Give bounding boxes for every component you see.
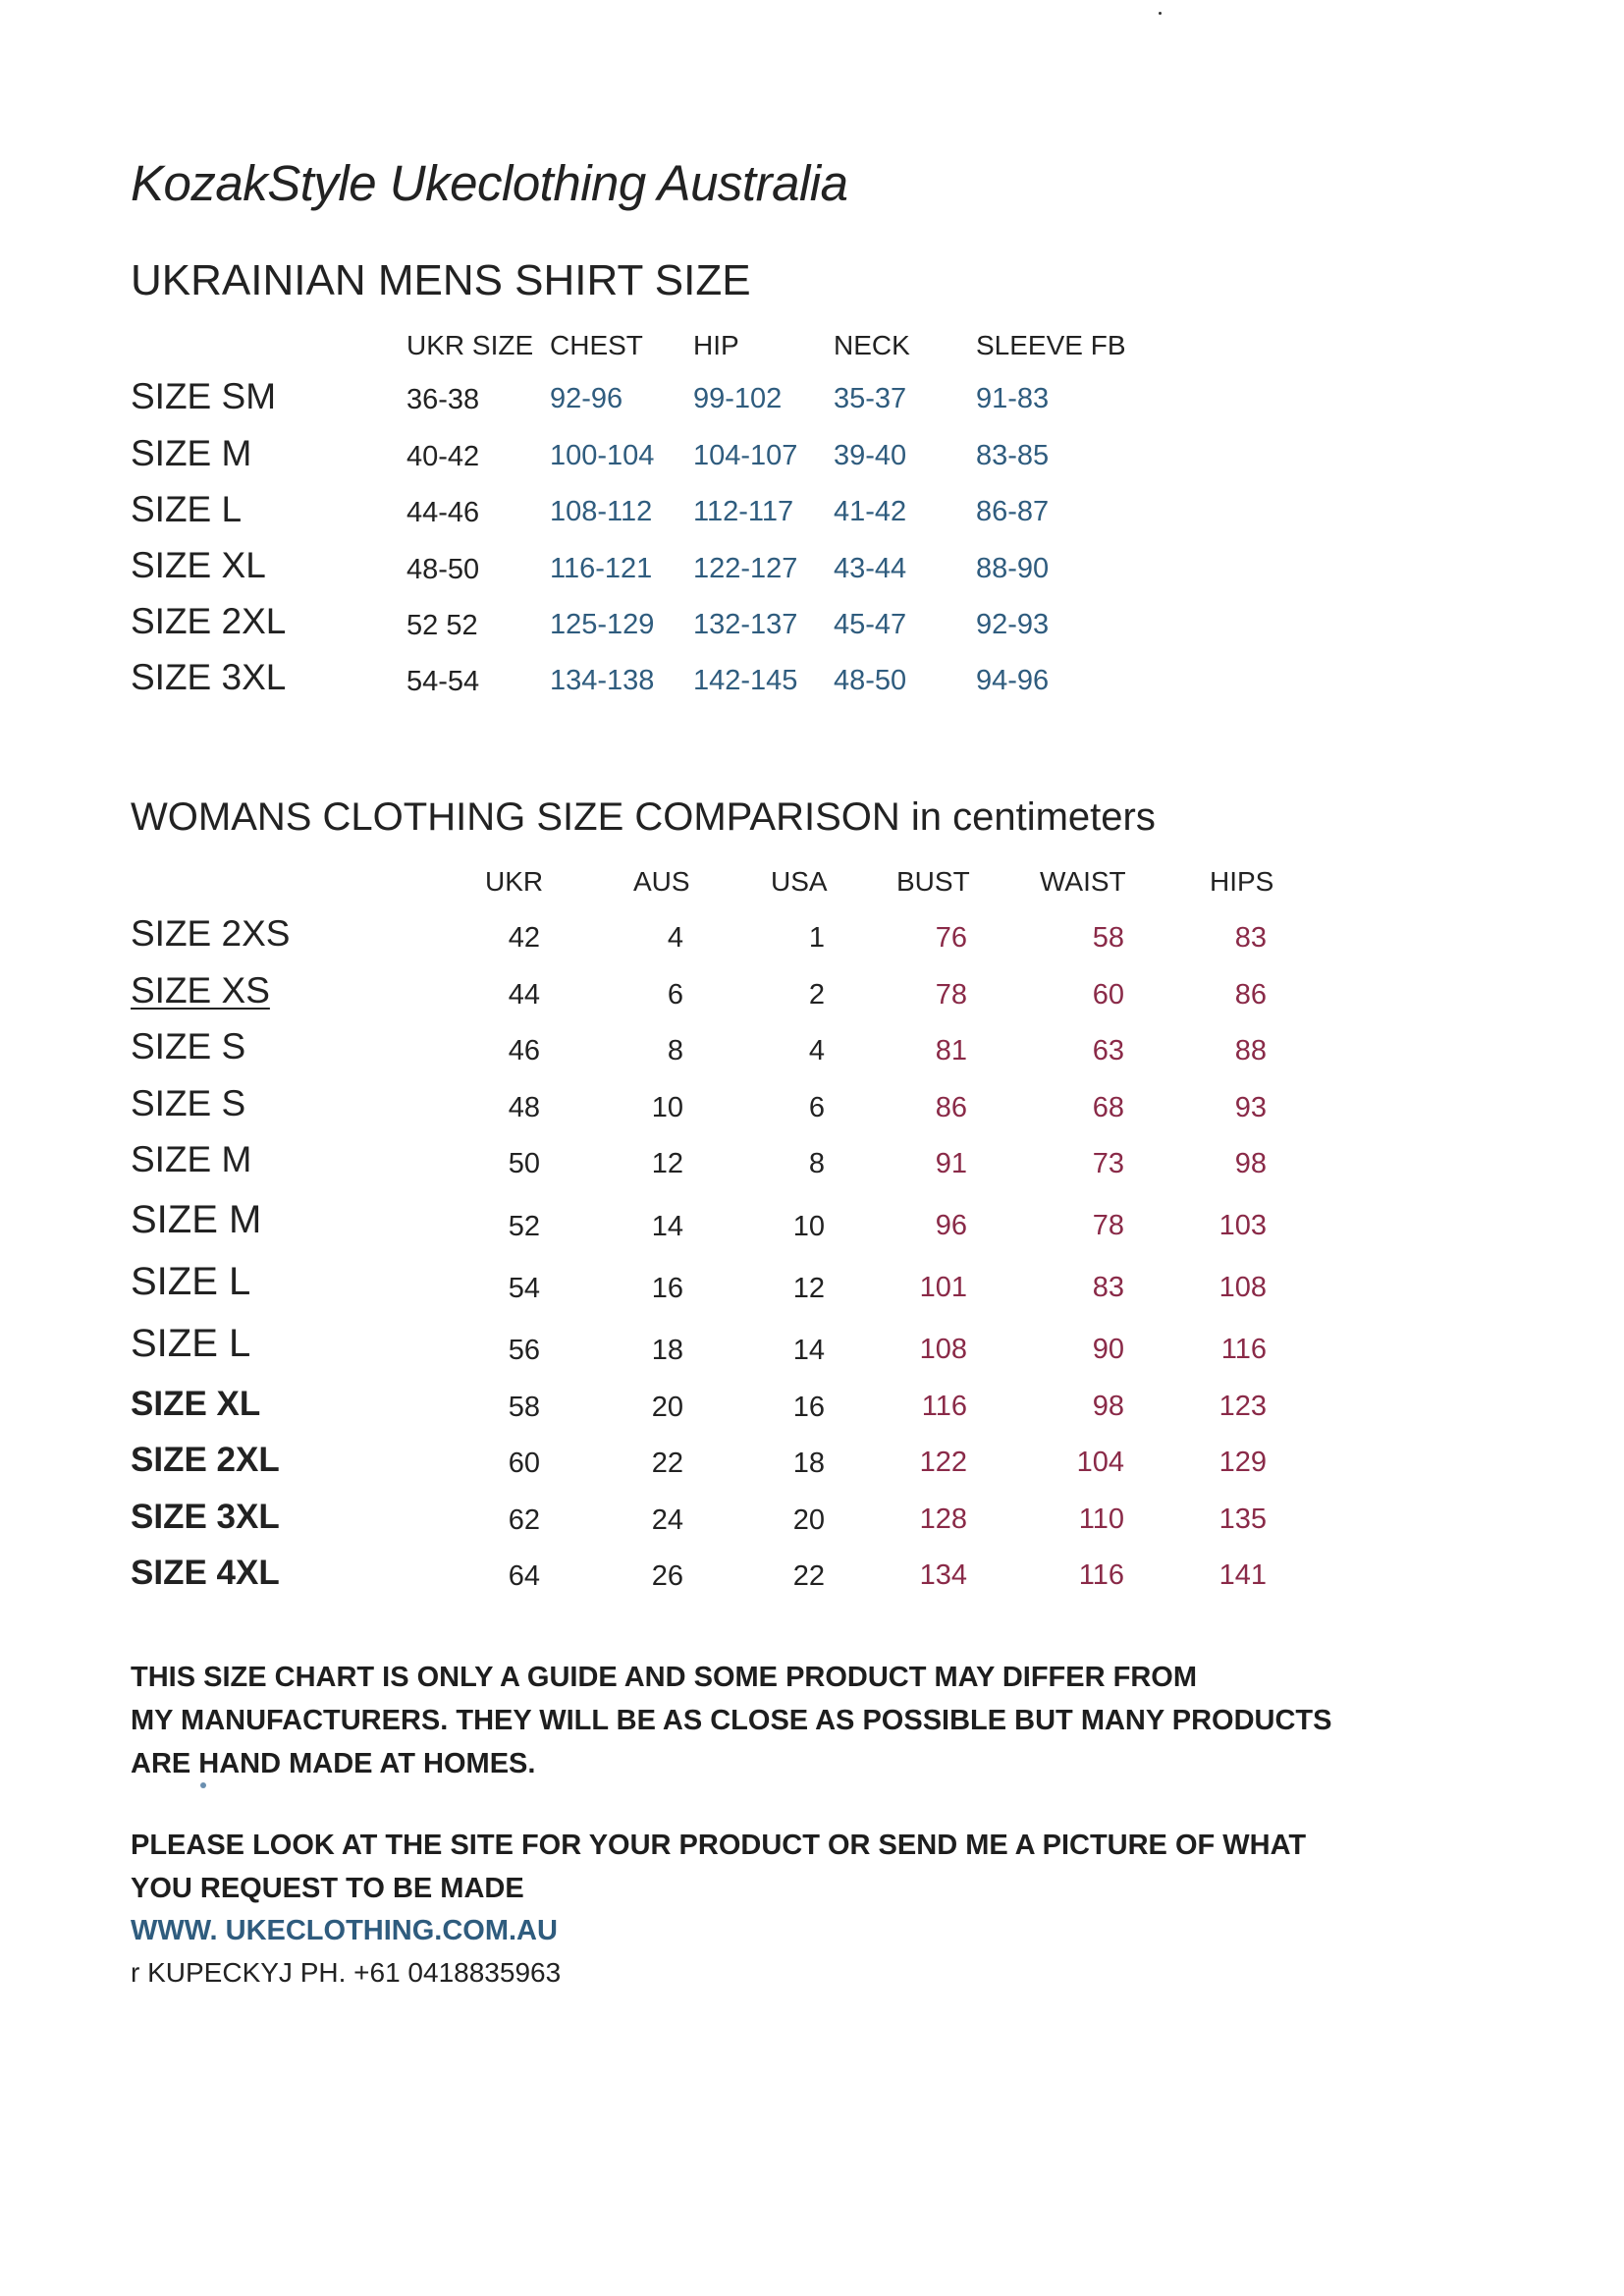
contact-phone: r KUPECKYJ PH. +61 0418835963	[131, 1957, 562, 1988]
waist-value: 110	[1078, 1503, 1124, 1535]
usa-value: 16	[792, 1392, 825, 1423]
disclaimer-line: ARE HAND MADE AT HOMES.	[131, 1748, 536, 1779]
neck-value: 43-44	[834, 553, 907, 584]
aus-value: 4	[667, 922, 683, 954]
bust-value: 91	[935, 1148, 967, 1179]
ukr-value: 56	[508, 1335, 540, 1366]
hips-value: 123	[1218, 1391, 1267, 1422]
size-label: SIZE 3XL	[131, 657, 287, 697]
aus-value: 26	[651, 1560, 683, 1592]
aus-value: 14	[651, 1211, 683, 1242]
neck-value: 35-37	[834, 383, 907, 414]
hips-value: 93	[1234, 1092, 1267, 1123]
aus-value: 20	[651, 1392, 683, 1423]
usa-value: 1	[808, 922, 825, 954]
bust-value: 108	[919, 1334, 967, 1365]
waist-value: 116	[1078, 1559, 1124, 1591]
hip-value: 122-127	[693, 553, 798, 584]
hips-value: 88	[1234, 1035, 1267, 1066]
waist-value: 98	[1092, 1391, 1124, 1422]
hips-value: 108	[1218, 1272, 1267, 1303]
size-label: SIZE XL	[131, 545, 266, 585]
sleeve-value: 88-90	[976, 553, 1050, 584]
usa-value: 2	[808, 979, 825, 1011]
bust-value: 81	[935, 1035, 967, 1066]
sleeve-value: 86-87	[976, 496, 1050, 527]
sleeve-value: 91-83	[976, 383, 1050, 414]
ukr-value: 62	[508, 1504, 540, 1536]
scan-speck	[1159, 12, 1162, 15]
womens-header-ukr: UKR	[485, 866, 544, 897]
neck-value: 39-40	[834, 440, 907, 471]
neck-value: 41-42	[834, 496, 907, 527]
waist-value: 58	[1092, 922, 1124, 954]
ukr-value: 58	[508, 1392, 540, 1423]
bust-value: 128	[919, 1503, 967, 1535]
hips-value: 141	[1218, 1559, 1267, 1591]
chest-value: 134-138	[550, 665, 655, 696]
aus-value: 8	[667, 1035, 683, 1066]
usa-value: 4	[808, 1035, 825, 1066]
bust-value: 76	[935, 922, 967, 954]
size-label: SIZE L	[131, 1260, 251, 1303]
ukr-value: 60	[508, 1448, 540, 1479]
hip-value: 142-145	[693, 665, 798, 696]
mens-header-neck: NECK	[834, 330, 910, 360]
disclaimer-line: MY MANUFACTURERS. THEY WILL BE AS CLOSE AS POSSIBLE BUT MANY PRODUCTS	[131, 1705, 1332, 1736]
aus-value: 24	[651, 1504, 683, 1536]
bust-value: 134	[919, 1559, 967, 1591]
womens-table-title: WOMANS CLOTHING SIZE COMPARISON in centimeters	[131, 795, 1156, 839]
size-label: SIZE L	[131, 1322, 251, 1365]
brand-title: KozakStyle Ukeclothing Australia	[131, 155, 848, 211]
neck-value: 45-47	[834, 609, 907, 640]
womens-header-usa: USA	[771, 866, 828, 897]
hips-value: 83	[1234, 922, 1267, 954]
aus-value: 10	[651, 1092, 683, 1123]
hip-value: 112-117	[693, 496, 794, 527]
ukr-value: 48	[508, 1092, 540, 1123]
waist-value: 78	[1092, 1210, 1124, 1241]
size-label: SIZE S	[131, 1083, 246, 1123]
usa-value: 20	[792, 1504, 825, 1536]
hips-value: 129	[1218, 1447, 1267, 1478]
hips-value: 103	[1218, 1210, 1267, 1241]
request-line: PLEASE LOOK AT THE SITE FOR YOUR PRODUCT OR SEND ME A PICTURE OF WHAT	[131, 1830, 1307, 1861]
usa-value: 6	[808, 1092, 825, 1123]
ukr-value: 54	[508, 1273, 540, 1304]
bust-value: 122	[919, 1447, 967, 1478]
chest-value: 108-112	[550, 496, 653, 527]
size-label: SIZE 2XL	[131, 1441, 280, 1479]
bust-value: 101	[919, 1272, 967, 1303]
womens-header-hips: HIPS	[1210, 866, 1274, 897]
neck-value: 48-50	[834, 665, 907, 696]
usa-value: 18	[792, 1448, 825, 1479]
waist-value: 73	[1092, 1148, 1124, 1179]
aus-value: 22	[651, 1448, 683, 1479]
size-label: SIZE L	[131, 489, 243, 529]
usa-value: 10	[792, 1211, 825, 1242]
request-line: YOU REQUEST TO BE MADE	[131, 1873, 524, 1904]
mens-table-title: UKRAINIAN MENS SHIRT SIZE	[131, 256, 751, 304]
hip-value: 132-137	[693, 609, 798, 640]
size-label: SIZE M	[131, 433, 252, 473]
size-label: SIZE 2XS	[131, 913, 291, 954]
chest-value: 100-104	[550, 440, 655, 471]
usa-value: 14	[792, 1335, 825, 1366]
ukr-value: 44	[508, 979, 540, 1011]
womens-header-bust: BUST	[896, 866, 970, 897]
waist-value: 83	[1092, 1272, 1124, 1303]
size-label: SIZE M	[131, 1198, 262, 1241]
website-link[interactable]: WWW. UKECLOTHING.COM.AU	[131, 1915, 558, 1946]
size-label: SIZE XS	[131, 970, 270, 1011]
size-label: SIZE 3XL	[131, 1498, 280, 1536]
size-label: SIZE 4XL	[131, 1554, 280, 1592]
usa-value: 8	[808, 1148, 825, 1179]
mens-header-sleeve: SLEEVE FB	[976, 330, 1126, 360]
aus-value: 6	[667, 979, 683, 1011]
size-label: SIZE 2XL	[131, 601, 287, 641]
waist-value: 60	[1092, 979, 1124, 1011]
usa-value: 22	[792, 1560, 825, 1592]
bust-value: 96	[935, 1210, 967, 1241]
size-label: SIZE SM	[131, 376, 277, 416]
mens-header-ukr-size: UKR SIZE	[406, 330, 534, 360]
sleeve-value: 94-96	[976, 665, 1050, 696]
waist-value: 104	[1076, 1447, 1124, 1478]
bust-value: 116	[921, 1391, 967, 1422]
hips-value: 116	[1220, 1334, 1267, 1365]
ukr-value: 50	[508, 1148, 540, 1179]
hips-value: 86	[1234, 979, 1267, 1011]
ukr-size-value: 36-38	[406, 384, 480, 415]
ukr-size-value: 54-54	[406, 666, 480, 697]
hips-value: 98	[1234, 1148, 1267, 1179]
mens-header-chest: CHEST	[550, 330, 643, 360]
ukr-size-value: 52 52	[406, 610, 478, 641]
womens-header-waist: WAIST	[1040, 866, 1126, 897]
ukr-size-value: 44-46	[406, 497, 480, 528]
sleeve-value: 92-93	[976, 609, 1050, 640]
chest-value: 92-96	[550, 383, 623, 414]
waist-value: 63	[1092, 1035, 1124, 1066]
womens-header-aus: AUS	[633, 866, 690, 897]
hip-value: 104-107	[693, 440, 798, 471]
bust-value: 86	[935, 1092, 967, 1123]
hips-value: 135	[1218, 1503, 1267, 1535]
scan-speck	[200, 1782, 206, 1788]
size-label: SIZE M	[131, 1139, 252, 1179]
ukr-value: 52	[508, 1211, 540, 1242]
chest-value: 116-121	[550, 553, 653, 584]
aus-value: 16	[651, 1273, 683, 1304]
ukr-size-value: 40-42	[406, 441, 480, 472]
mens-header-hip: HIP	[693, 330, 739, 360]
aus-value: 12	[651, 1148, 683, 1179]
usa-value: 12	[792, 1273, 825, 1304]
waist-value: 68	[1092, 1092, 1124, 1123]
ukr-value: 46	[508, 1035, 540, 1066]
bust-value: 78	[935, 979, 967, 1011]
disclaimer-line: THIS SIZE CHART IS ONLY A GUIDE AND SOME PRODUCT MAY DIFFER FROM	[131, 1662, 1197, 1693]
ukr-size-value: 48-50	[406, 554, 480, 585]
aus-value: 18	[651, 1335, 683, 1366]
waist-value: 90	[1092, 1334, 1124, 1365]
ukr-value: 64	[508, 1560, 540, 1592]
size-label: SIZE XL	[131, 1385, 261, 1423]
size-label: SIZE S	[131, 1026, 246, 1066]
ukr-value: 42	[508, 922, 540, 954]
sleeve-value: 83-85	[976, 440, 1050, 471]
hip-value: 99-102	[693, 383, 783, 414]
chest-value: 125-129	[550, 609, 655, 640]
